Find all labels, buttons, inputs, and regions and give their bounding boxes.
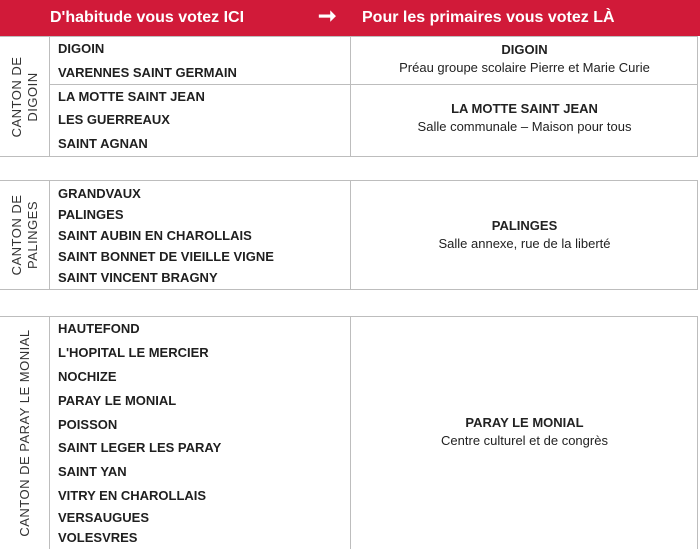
polling-town: PARAY LE MONIAL: [465, 415, 584, 430]
commune-name: DIGOIN: [58, 41, 105, 56]
commune-name: HAUTEFOND: [58, 321, 140, 336]
commune-name: PARAY LE MONIAL: [58, 393, 177, 408]
canton-label-cell: [0, 317, 50, 549]
polling-place: [351, 217, 698, 253]
canton-digoin-block: [0, 36, 698, 157]
polling-venue: Centre culturel et de congrès: [441, 433, 608, 448]
polling-place: [351, 100, 698, 136]
commune-name: LA MOTTE SAINT JEAN: [58, 89, 205, 104]
header-primary-label: Pour les primaires vous votez LÀ: [362, 9, 615, 26]
commune-name: SAINT LEGER LES PARAY: [58, 440, 222, 455]
commune-name: VARENNES SAINT GERMAIN: [58, 65, 237, 80]
canton-label: CANTON DE PARAY LE MONIAL: [16, 329, 32, 537]
commune-name: SAINT VINCENT BRAGNY: [58, 270, 218, 285]
table-header: [0, 0, 700, 36]
commune-name: SAINT BONNET DE VIEILLE VIGNE: [58, 249, 274, 264]
commune-name: NOCHIZE: [58, 369, 117, 384]
polling-town: PALINGES: [491, 218, 558, 233]
polling-town: LA MOTTE SAINT JEAN: [451, 101, 598, 116]
arrow-right-icon: ➞: [318, 3, 337, 28]
commune-name: SAINT AUBIN EN CHAROLLAIS: [58, 228, 252, 243]
header-usual-label: D'habitude vous votez ICI: [50, 9, 245, 26]
canton-label-cell: [0, 37, 50, 156]
commune-name: SAINT AGNAN: [58, 136, 148, 151]
commune-name: SAINT YAN: [58, 464, 127, 479]
polling-town: DIGOIN: [501, 42, 548, 57]
commune-name: POISSON: [58, 417, 118, 432]
commune-name: VOLESVRES: [58, 530, 138, 545]
commune-name: L'HOPITAL LE MERCIER: [58, 345, 209, 360]
polling-venue: Salle communale – Maison pour tous: [417, 119, 632, 134]
polling-place: [351, 414, 698, 450]
group-divider: [50, 84, 697, 85]
canton-label-cell: [0, 181, 50, 289]
commune-name: VITRY EN CHAROLLAIS: [58, 488, 207, 503]
commune-name: GRANDVAUX: [58, 186, 141, 201]
commune-name: PALINGES: [58, 207, 124, 222]
canton-palinges-block: [0, 180, 698, 290]
canton-label: CANTON DE PALINGES: [8, 194, 40, 276]
canton-label: CANTON DE DIGOIN: [8, 56, 40, 137]
polling-venue: Préau groupe scolaire Pierre et Marie Curie: [399, 60, 650, 75]
canton-paray-block: [0, 316, 698, 549]
commune-name: VERSAUGUES: [58, 510, 150, 525]
polling-venue: Salle annexe, rue de la liberté: [438, 236, 611, 251]
polling-place: [351, 41, 698, 77]
commune-name: LES GUERREAUX: [58, 112, 170, 127]
